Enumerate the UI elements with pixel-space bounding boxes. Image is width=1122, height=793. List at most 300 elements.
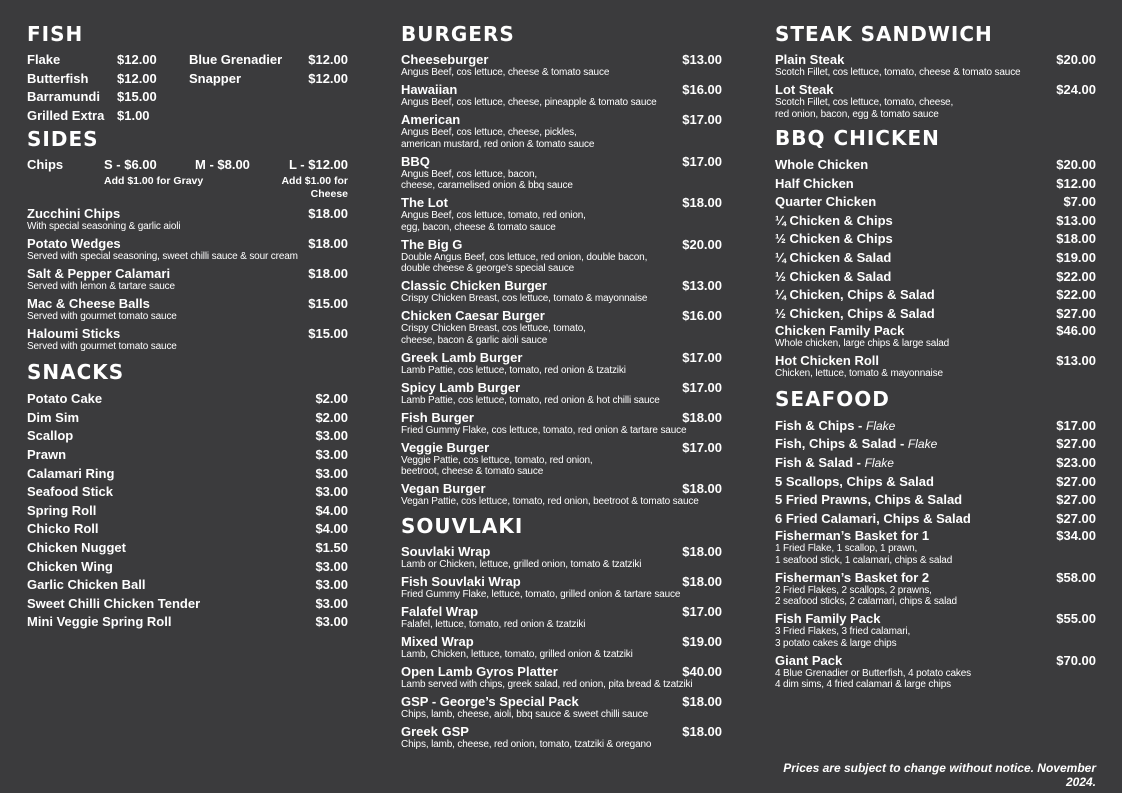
snack-price: $3.00 <box>315 465 348 481</box>
menu-item-row <box>401 52 722 67</box>
menu-item-name <box>401 634 474 649</box>
fish-price <box>307 108 348 123</box>
price-notice: Prices are subject to change without notice. November 2024. <box>783 761 1096 789</box>
menu-item-price: $46.00 <box>1056 323 1096 339</box>
menu-item-description: 1 seafood stick, 1 calamari, chips & salad <box>775 554 953 566</box>
snack-item <box>27 613 348 632</box>
menu-item <box>401 278 722 305</box>
snack-price: $3.00 <box>315 447 348 463</box>
snack-price: $2.00 <box>315 391 348 407</box>
menu-item-price: $20.00 <box>1056 52 1096 67</box>
menu-item-name-text: Souvlaki Wrap <box>401 543 491 559</box>
menu-item-price: $23.00 <box>1056 455 1096 471</box>
menu-item <box>775 454 1096 473</box>
menu-item-name <box>775 417 895 436</box>
menu-item-row <box>775 510 1096 529</box>
snack-item <box>27 595 348 614</box>
snack-price: $2.00 <box>315 409 348 425</box>
menu-item-name <box>775 473 934 492</box>
menu-item-name-text: ½ Chicken & Salad <box>775 268 892 284</box>
menu-item-row <box>27 326 348 341</box>
snack-name: Scallop <box>27 428 74 444</box>
menu-item-name-text: Fisherman’s Basket for 1 <box>775 528 930 544</box>
menu-item-price: $12.00 <box>1056 175 1096 191</box>
menu-item-description: Whole chicken, large chips & large salad <box>775 338 950 350</box>
menu-item-name-text: Cheeseburger <box>401 52 489 67</box>
menu-item <box>775 286 1096 305</box>
menu-item-name <box>775 249 891 268</box>
menu-item-description: Angus Beef, cos lettuce, cheese, pickles, <box>401 127 577 138</box>
menu-item-price: $58.00 <box>1056 569 1096 585</box>
menu-item-name <box>775 435 937 454</box>
menu-item-row <box>401 112 722 127</box>
menu-item-name <box>401 604 478 619</box>
menu-item-name-text: Whole Chicken <box>775 157 869 172</box>
menu-item <box>775 491 1096 510</box>
menu-item-name-text: 6 Fried Calamari, Chips & Salad <box>775 510 971 526</box>
menu-item-row <box>775 212 1096 231</box>
menu-item-row <box>401 604 722 619</box>
menu-item <box>401 410 722 437</box>
snack-item <box>27 483 348 502</box>
menu-item-row <box>401 308 722 323</box>
menu-item-description: Served with gourmet tomato sauce <box>27 310 177 322</box>
menu-item-row <box>401 82 722 97</box>
menu-item-name <box>401 544 490 559</box>
menu-item <box>401 82 722 109</box>
menu-item-row <box>401 410 722 425</box>
menu-item-row <box>775 454 1096 473</box>
menu-item-name-text: Greek Lamb Burger <box>401 349 523 365</box>
menu-item-name-text: Open Lamb Gyros Platter <box>401 663 558 679</box>
snack-price: $3.00 <box>315 484 348 500</box>
menu-item-name-text: Fish & Chips - <box>775 417 866 433</box>
menu-item-price: $17.00 <box>1056 417 1096 433</box>
seafood-list <box>775 417 1096 691</box>
snack-name: Seafood Stick <box>27 484 113 500</box>
menu-item-description: 2 seafood sticks, 2 calamari, chips & salad <box>775 596 957 608</box>
menu-item <box>775 212 1096 231</box>
menu-item <box>27 296 348 323</box>
menu-item-name <box>775 193 876 212</box>
menu-item-row <box>775 305 1096 324</box>
snack-item <box>27 502 348 521</box>
menu-item-name <box>775 491 962 510</box>
menu-item-row <box>27 236 348 251</box>
menu-item-price: $24.00 <box>1056 82 1096 97</box>
menu-item-price: $18.00 <box>682 723 722 739</box>
menu-item-name <box>401 664 558 679</box>
menu-item <box>775 305 1096 324</box>
menu-item <box>401 634 722 661</box>
menu-item-row <box>401 694 722 709</box>
snack-item <box>27 446 348 465</box>
menu-item <box>401 664 722 691</box>
fish-name: Flake <box>27 52 61 67</box>
menu-item <box>401 52 722 79</box>
menu-item-name-text: Fisherman’s Basket for 2 <box>775 569 930 585</box>
snack-item <box>27 465 348 484</box>
menu-item-name-text: Vegan Burger <box>401 481 486 496</box>
menu-item <box>27 206 348 233</box>
menu-item-description: With special seasoning & garlic aioli <box>27 220 181 232</box>
menu-item-row <box>401 154 722 169</box>
menu-item-row <box>775 193 1096 212</box>
menu-item-row <box>27 266 348 281</box>
menu-item <box>775 230 1096 249</box>
menu-item-price: $16.00 <box>682 308 722 323</box>
menu-item-price: $22.00 <box>1056 287 1096 303</box>
menu-item-description: Angus Beef, cos lettuce, tomato, red onion, <box>401 210 586 221</box>
menu-item-price: $13.00 <box>1056 212 1096 228</box>
menu-item-description: Chicken, lettuce, tomato & mayonnaise <box>775 368 943 380</box>
menu-item-name: Zucchini Chips <box>27 205 121 221</box>
menu-item-price: $55.00 <box>1056 611 1096 627</box>
section-title-souvlaki: SOUVLAKI <box>401 513 524 538</box>
fish-price: $15.00 <box>117 89 157 105</box>
menu-item-price: $40.00 <box>682 663 722 679</box>
menu-item-price: $20.00 <box>682 236 722 252</box>
menu-item-price: $22.00 <box>1056 268 1096 284</box>
menu-item-name-text: Falafel Wrap <box>401 603 479 619</box>
menu-item-name-text: Greek GSP <box>401 723 469 739</box>
menu-item-description: cheese, caramelised onion & bbq sauce <box>401 180 573 191</box>
menu-item-name-text: Hot Chicken Roll <box>775 353 880 369</box>
menu-item-row <box>775 82 1096 97</box>
menu-item-description: Vegan Pattie, cos lettuce, tomato, red onion, beetroot & tomato sauce <box>401 496 699 507</box>
menu-item <box>775 435 1096 454</box>
menu-item-description: beetroot, cheese & tomato sauce <box>401 466 544 477</box>
menu-item-price: $18.00 <box>682 409 722 425</box>
snack-name: Garlic Chicken Ball <box>27 577 146 593</box>
menu-item <box>401 574 722 601</box>
menu-item-name-text: ½ Chicken, Chips & Salad <box>775 305 935 321</box>
fish-name: Blue Grenadier <box>189 52 283 67</box>
menu-item-description: 3 Fried Flakes, 3 fried calamari, <box>775 626 911 638</box>
menu-item-row <box>401 380 722 395</box>
chips-name: Chips <box>27 156 64 172</box>
menu-item-row <box>401 544 722 559</box>
menu-item-description: double cheese & george's special sauce <box>401 263 574 274</box>
snack-name: Mini Veggie Spring Roll <box>27 614 172 630</box>
cheese-addon: Add $1.00 for Cheese <box>281 174 348 200</box>
menu-item-price: $20.00 <box>1056 157 1096 172</box>
section-title-snacks: SNACKS <box>27 360 125 385</box>
menu-item-price: $18.00 <box>308 235 348 251</box>
menu-item-description: Lamb Pattie, cos lettuce, tomato, red onion & hot chilli sauce <box>401 394 660 406</box>
menu-item <box>775 268 1096 287</box>
menu-item-name-text: ¼ Chicken & Chips <box>775 212 893 228</box>
menu-item-name <box>775 353 879 368</box>
snack-item <box>27 539 348 558</box>
menu-item-row <box>401 350 722 365</box>
menu-item-row <box>775 230 1096 249</box>
menu-item-price: $15.00 <box>308 325 348 341</box>
menu-item-name-text: Fish Souvlaki Wrap <box>401 573 521 589</box>
menu-item-description: 3 potato cakes & large chips <box>775 637 897 649</box>
menu-item-price: $13.00 <box>682 278 722 293</box>
chips-row <box>27 157 348 172</box>
menu-item-name-text: Spicy Lamb Burger <box>401 379 521 395</box>
chips-small-price: S - $6.00 <box>104 156 157 172</box>
menu-item-row <box>775 570 1096 585</box>
snack-name: Dim Sim <box>27 409 80 425</box>
menu-item-description: 4 dim sims, 4 fried calamari & large chips <box>775 679 951 691</box>
menu-item-price: $17.00 <box>682 112 722 127</box>
menu-item-name: Mac & Cheese Balls <box>27 295 150 311</box>
menu-item-name-text: Veggie Burger <box>401 439 490 455</box>
menu-item <box>401 440 722 478</box>
menu-item-name-text: Lot Steak <box>775 82 834 97</box>
steak-list <box>775 52 1096 120</box>
menu-item-name <box>401 112 460 127</box>
menu-item-row <box>27 206 348 221</box>
menu-item-variant: Flake <box>907 437 938 452</box>
fish-price: $12.00 <box>117 52 157 67</box>
menu-item-name <box>401 154 430 169</box>
menu-item-name <box>401 237 462 252</box>
menu-item-name-text: 5 Fried Prawns, Chips & Salad <box>775 492 963 508</box>
menu-item-price: $27.00 <box>1056 436 1096 452</box>
snack-price: $3.00 <box>315 595 348 611</box>
menu-item-name-text: Quarter Chicken <box>775 194 877 210</box>
menu-item-row <box>775 491 1096 510</box>
snack-price: $4.00 <box>315 521 348 537</box>
section-title-steak: STEAK SANDWICH <box>775 22 993 46</box>
fish-name: Snapper <box>189 70 242 86</box>
menu-item-description: american mustard, red onion & tomato sauce <box>401 138 595 150</box>
menu-item <box>401 544 722 571</box>
menu-item <box>401 604 722 631</box>
snack-name: Chicko Roll <box>27 521 99 537</box>
snack-name: Sweet Chilli Chicken Tender <box>27 595 201 611</box>
burgers-list <box>401 52 722 508</box>
gravy-addon: Add $1.00 for Gravy <box>104 174 204 187</box>
menu-item <box>401 112 722 150</box>
menu-item-name <box>401 195 448 210</box>
menu-item-description: Served with gourmet tomato sauce <box>27 340 177 352</box>
menu-item <box>775 570 1096 608</box>
menu-item-price: $17.00 <box>682 439 722 455</box>
menu-item <box>775 417 1096 436</box>
menu-item-name <box>401 440 489 455</box>
menu-item-description: 1 Fried Flake, 1 scallop, 1 prawn, <box>775 543 918 555</box>
menu-item-name <box>775 305 935 324</box>
menu-item-price: $17.00 <box>682 153 722 169</box>
menu-item-price: $18.00 <box>682 693 722 709</box>
menu-item-price: $27.00 <box>1056 473 1096 489</box>
snack-item <box>27 520 348 539</box>
section-title-sides: SIDES <box>27 126 99 151</box>
menu-item-name <box>775 230 893 249</box>
menu-item <box>27 326 348 353</box>
menu-item-row <box>775 249 1096 268</box>
menu-item-price: $27.00 <box>1056 510 1096 526</box>
snack-name: Prawn <box>27 447 67 463</box>
menu-item-name <box>401 52 488 67</box>
menu-item-description: Veggie Pattie, cos lettuce, tomato, red onion, <box>401 454 593 466</box>
snack-name: Spring Roll <box>27 502 97 518</box>
menu-item-name-text: Hawaiian <box>401 82 458 97</box>
menu-item-description: Lamb, Chicken, lettuce, tomato, grilled onion & tzatziki <box>401 648 633 660</box>
menu-item-description: Scotch Fillet, cos lettuce, tomato, cheese & tomato sauce <box>775 67 1021 78</box>
menu-item <box>401 237 722 275</box>
menu-item-row <box>775 175 1096 194</box>
menu-item-row <box>401 237 722 252</box>
menu-item-description: Served with lemon & tartare sauce <box>27 280 175 292</box>
menu-item <box>401 350 722 377</box>
menu-item-name: Potato Wedges <box>27 235 121 251</box>
snack-item <box>27 390 348 409</box>
menu-item-description: Fried Gummy Flake, cos lettuce, tomato, red onion & tartare sauce <box>401 424 687 436</box>
menu-item-name <box>775 212 893 231</box>
menu-item-price: $7.00 <box>1063 194 1096 210</box>
fish-name <box>189 108 307 123</box>
snack-price: $3.00 <box>315 428 348 444</box>
menu-item-row <box>775 611 1096 626</box>
menu-item-row <box>401 278 722 293</box>
menu-item-name-text: Classic Chicken Burger <box>401 278 547 293</box>
menu-item-name-text: Half Chicken <box>775 175 854 191</box>
menu-item <box>775 249 1096 268</box>
menu-item <box>27 266 348 293</box>
menu-item-name-text: Plain Steak <box>775 52 845 67</box>
menu-item-variant: Flake <box>866 418 896 433</box>
menu-item-description: Fried Gummy Flake, lettuce, tomato, grilled onion & tartare sauce <box>401 588 681 600</box>
menu-item-description: Served with special seasoning, sweet chilli sauce & sour cream <box>27 250 298 262</box>
menu-item-name <box>401 350 522 365</box>
menu-item-row <box>775 353 1096 368</box>
menu-item-price: $34.00 <box>1056 528 1096 544</box>
menu-item <box>27 236 348 263</box>
chips-addons <box>27 175 348 201</box>
sides-list <box>27 206 348 353</box>
section-title-seafood: SEAFOOD <box>775 386 890 411</box>
menu-item-price: $13.00 <box>1056 353 1096 369</box>
menu-item-price: $27.00 <box>1056 492 1096 508</box>
snack-name: Chicken Wing <box>27 558 113 574</box>
menu-item-name <box>401 410 474 425</box>
menu-item-row <box>775 653 1096 668</box>
menu-item-row <box>401 724 722 739</box>
section-title-bbq: BBQ CHICKEN <box>775 126 940 150</box>
menu-item <box>775 510 1096 529</box>
menu-item-name <box>775 52 844 67</box>
bbq-list <box>775 156 1096 380</box>
menu-item-price: $18.00 <box>1056 231 1096 247</box>
fish-name <box>189 89 307 104</box>
menu-item-description: Angus Beef, cos lettuce, cheese, pineapple & tomato sauce <box>401 97 657 108</box>
menu-item-price: $17.00 <box>682 603 722 619</box>
menu-item-name <box>775 510 971 529</box>
section-title-fish: FISH <box>27 22 84 46</box>
menu-item-name: Haloumi Sticks <box>27 325 121 341</box>
menu-item-name-text: Giant Pack <box>775 652 843 668</box>
menu-item-description: Chips, lamb, cheese, aioli, bbq sauce & sweet chilli sauce <box>401 708 648 720</box>
menu-item-name-text: ½ Chicken & Chips <box>775 231 893 247</box>
menu-item <box>775 528 1096 566</box>
menu-item-name <box>401 694 579 709</box>
menu-item-row <box>775 435 1096 454</box>
menu-item-price: $18.00 <box>682 543 722 559</box>
menu-item-name <box>401 82 457 97</box>
menu-item-row <box>775 268 1096 287</box>
fish-price: $12.00 <box>308 52 348 67</box>
snack-price: $1.50 <box>315 540 348 556</box>
menu-item-row <box>401 634 722 649</box>
menu-item-name <box>775 175 854 194</box>
menu-item <box>401 195 722 233</box>
menu-item <box>775 323 1096 350</box>
fish-price <box>307 89 348 104</box>
menu-item-price: $18.00 <box>682 481 722 496</box>
menu-item <box>775 156 1096 175</box>
menu-item-name <box>775 82 834 97</box>
snack-item <box>27 427 348 446</box>
menu-item-row <box>775 473 1096 492</box>
menu-item-name-text: Fish Family Pack <box>775 611 881 627</box>
menu-item-name <box>401 574 521 589</box>
menu-item-row <box>775 417 1096 436</box>
menu-item <box>775 193 1096 212</box>
menu-item-price: $18.00 <box>308 265 348 281</box>
menu-item-name <box>401 380 520 395</box>
menu-item <box>775 52 1096 79</box>
menu-item-name <box>401 278 547 293</box>
menu-item-name-text: GSP - George’s Special Pack <box>401 693 579 709</box>
menu-item-description: Scotch Fillet, cos lettuce, tomato, cheese, <box>775 97 954 108</box>
menu-item-price: $17.00 <box>682 379 722 395</box>
menu-item <box>775 611 1096 649</box>
menu-item-name <box>775 268 891 287</box>
snack-name: Chicken Nugget <box>27 540 126 556</box>
menu-item-description: Lamb or Chicken, lettuce, grilled onion, tomato & tzatziki <box>401 558 642 570</box>
menu-item-description: Double Angus Beef, cos lettuce, red onion, double bacon, <box>401 251 648 263</box>
menu-item-name-text: Fish, Chips & Salad - <box>775 436 908 452</box>
snack-item <box>27 409 348 428</box>
menu-item-description: Lamb Pattie, cos lettuce, tomato, red onion & tzatziki <box>401 364 626 376</box>
menu-item-description: Angus Beef, cos lettuce, bacon, <box>401 168 537 180</box>
menu-item-name-text: ¼ Chicken, Chips & Salad <box>775 287 935 303</box>
menu-item-description: Chips, lamb, cheese, red onion, tomato, tzatziki & oregano <box>401 738 652 750</box>
menu-item-name <box>775 528 929 543</box>
chips-large-price: L - $12.00 <box>288 156 348 172</box>
menu-item-row <box>401 664 722 679</box>
menu-item-name <box>775 611 881 626</box>
menu-item-description: 4 Blue Grenadier or Butterfish, 4 potato cakes <box>775 667 971 679</box>
fish-price: $12.00 <box>117 70 157 86</box>
snack-item <box>27 558 348 577</box>
menu-item-row <box>401 195 722 210</box>
menu-item-description: red onion, bacon, egg & tomato sauce <box>775 108 939 120</box>
snack-name: Potato Cake <box>27 391 103 407</box>
menu-item-price: $16.00 <box>682 82 722 97</box>
menu-item-name-text: Mixed Wrap <box>401 633 474 649</box>
menu-item-description: Crispy Chicken Breast, cos lettuce, tomato & mayonnaise <box>401 293 648 304</box>
menu-item-description: Lamb served with chips, greek salad, red onion, pita bread & tzatziki <box>401 678 693 690</box>
menu-item-name-text: ¼ Chicken & Salad <box>775 249 892 265</box>
menu-item <box>401 308 722 346</box>
menu-item-price: $27.00 <box>1056 305 1096 321</box>
menu-item-name <box>401 724 469 739</box>
menu-item-row <box>27 296 348 311</box>
menu-item-name-text: The Lot <box>401 195 448 210</box>
menu-item-description: Crispy Chicken Breast, cos lettuce, tomato, <box>401 323 586 334</box>
menu-item-name: Salt & Pepper Calamari <box>27 265 171 281</box>
menu-item <box>401 154 722 192</box>
snack-name: Calamari Ring <box>27 465 115 481</box>
snacks-list <box>27 390 348 632</box>
